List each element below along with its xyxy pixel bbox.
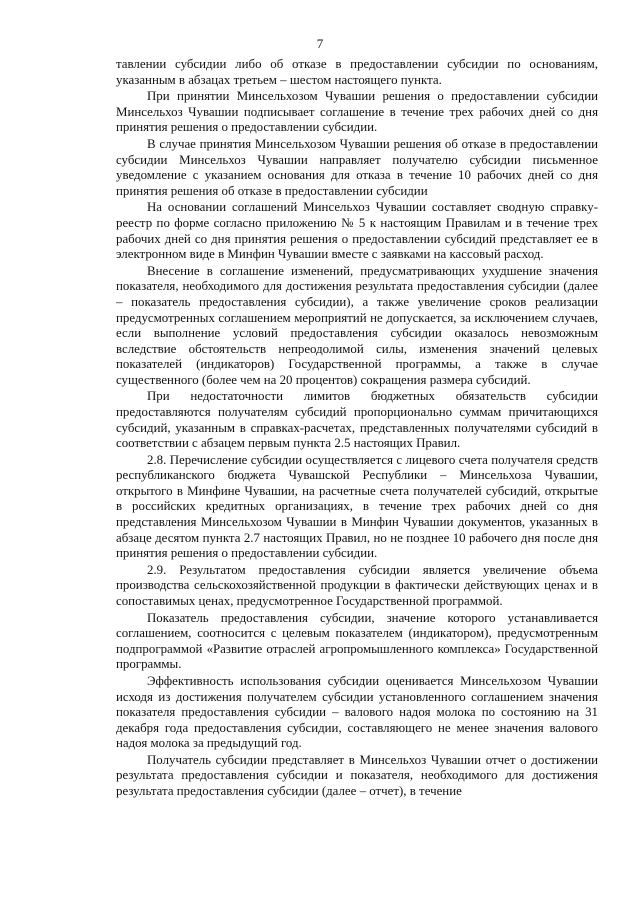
page-number: 7 [316, 36, 324, 51]
paragraph-continuation: тавлении субсидии либо об отказе в предоставлении субсидии по основаниям, указанным в абзацах третьем – шестом настоящего пункта. [116, 57, 598, 87]
paragraph-refusal-notice: В случае принятия Минсельхозом Чувашии решения об отказе в предоставлении субсидии Минсельхоз Чувашии направляет получателю субсидии письменное уведомление с указанием основания для отказа в течение 10 рабочих дней со дня принятия решения об отказе в предоставлении субсидии [116, 137, 598, 198]
paragraph-indicator: Показатель предоставления субсидии, значение которого устанавливается соглашением, соотносится с целевым показателем (индикатором), предусмотренным подпрограммой «Развитие отраслей агропромышленного комплекса» Государственной программы. [116, 610, 598, 672]
document-body [116, 57, 598, 801]
paragraph-insufficient-limits: При недостаточности лимитов бюджетных обязательств субсидии предоставляются получателям субсидий пропорционально суммам причитающихся субсидий, указанным в справках-расчетах, представленных получателями субсидий в соответствии с абзацем первым пункта 2.5 настоящих Правил. [116, 389, 598, 451]
paragraph-section-2-9: 2.9. Результатом предоставления субсидии является увеличение объема производства сельскохозяйственной продукции в фактически действующих ценах и в сопоставимых ценах, предусмотренное Государственной программой. [116, 562, 598, 608]
paragraph-section-2-8: 2.8. Перечисление субсидии осуществляется с лицевого счета получателя средств республиканского бюджета Чувашской Республики – Минсельхоза Чувашии, открытого в Минфине Чувашии, на расчетные счета получателей субсидий, открытые в российских кредитных организациях, в течение трех рабочих дней со дня представления Минсельхозом Чувашии в Минфин Чувашии документов, указанных в абзаце десятом пункта 2.7 настоящих Правил, но не позднее 10 рабочего дня после дня принятия решения о предоставлении субсидии. [116, 452, 598, 561]
paragraph-registry-certificate: На основании соглашений Минсельхоз Чувашии составляет сводную справку-реестр по форме согласно приложению № 5 к настоящим Правилам и в течение трех рабочих дней со дня принятия решения о предоставлении субсидий представляет ее в электронном виде в Минфин Чувашии вместе с заявками на кассовый расход. [116, 200, 598, 262]
paragraph-report: Получатель субсидии представляет в Минсельхоз Чувашии отчет о достижении результата предоставления субсидии и показателя, необходимого для достижения результата предоставления субсидии (далее – отчет), в течение [116, 752, 598, 799]
paragraph-efficiency: Эффективность использования субсидии оценивается Минсельхозом Чувашии исходя из достижения получателем субсидии установленного соглашением значения показателя предоставления субсидии – валового надоя молока по состоянию на 31 декабря года предоставления субсидии, составляющего не менее значения валового надоя молока за предыдущий год. [116, 674, 598, 751]
paragraph-agreement-changes: Внесение в соглашение изменений, предусматривающих ухудшение значения показателя, необходимого для достижения результата предоставления субсидии (далее – показатель предоставления субсидии), а также увеличение сроков реализации предусмотренных соглашением мероприятий не допускается, за исключением случаев, если выполнение условий предоставления субсидии оказалось невозможным вследствие обстоятельств непреодолимой силы, изменения значений целевых показателей (индикаторов) Государственной программы, а также в случае существенного (более чем на 20 процентов) сокращения размера субсидий. [116, 263, 598, 387]
paragraph-subsidy-decision: При принятии Минсельхозом Чувашии решения о предоставлении субсидии Минсельхоз Чувашии подписывает соглашение в течение трех рабочих дней со дня принятия решения о предоставлении субсидии. [116, 89, 598, 135]
